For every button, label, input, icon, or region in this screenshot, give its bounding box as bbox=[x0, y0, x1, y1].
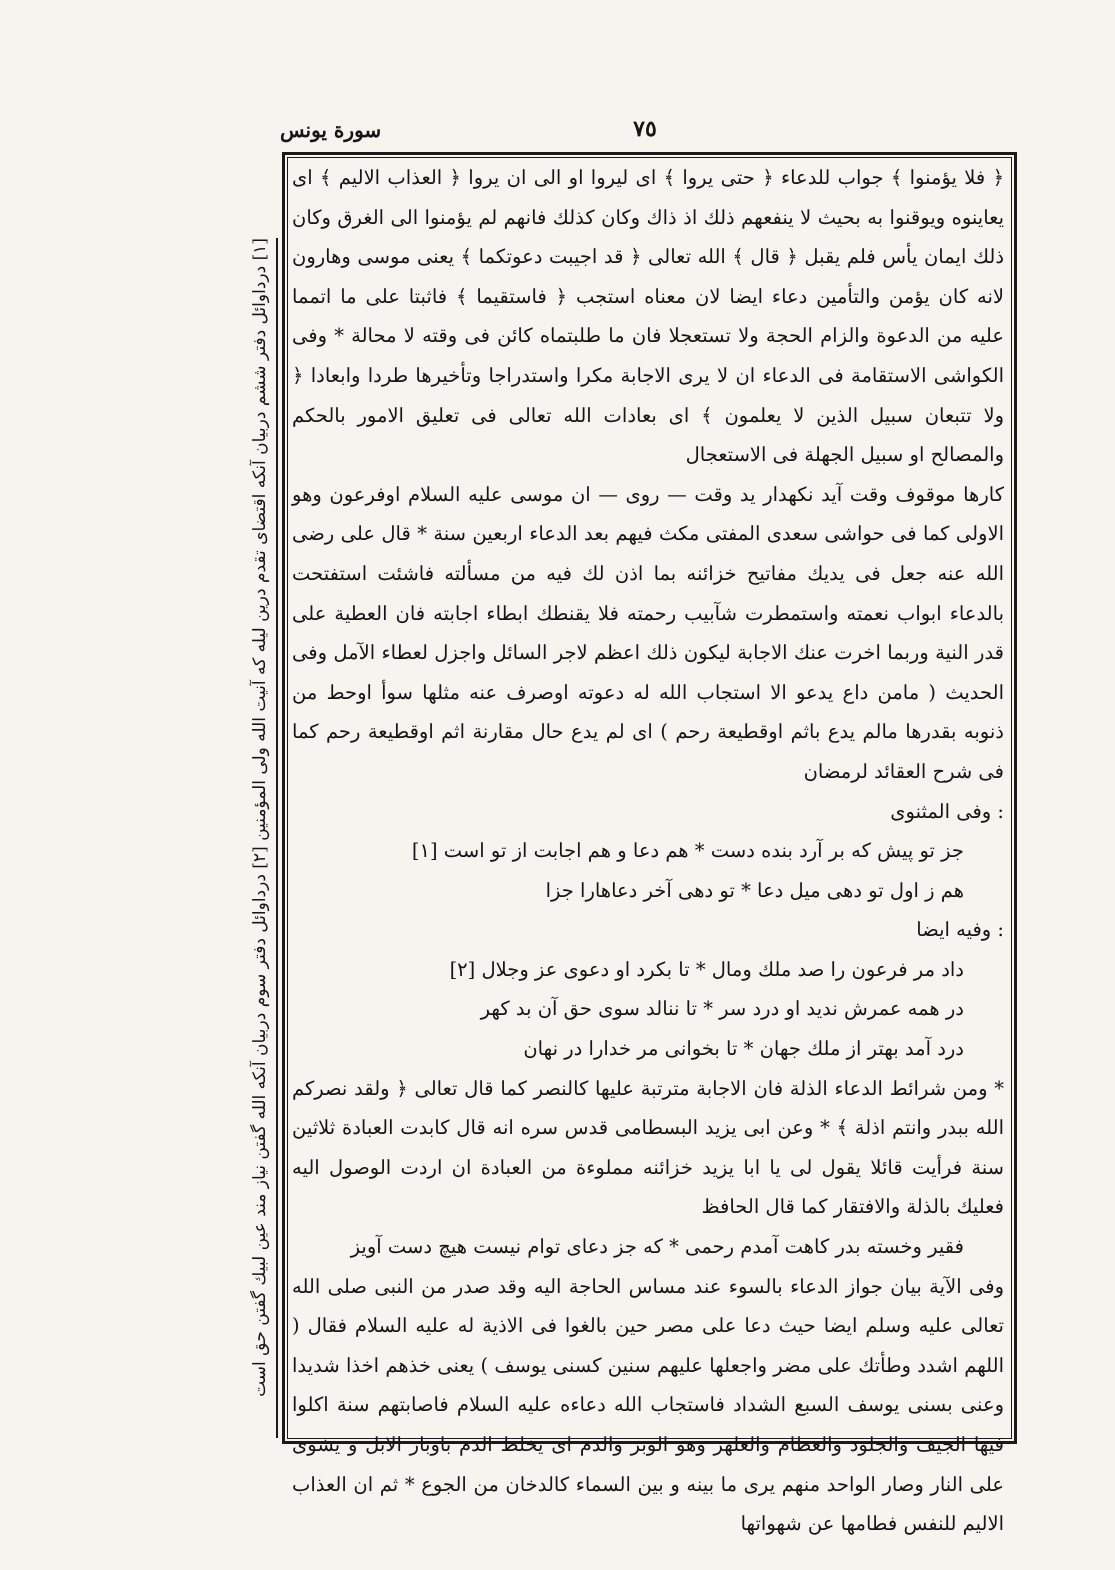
margin-note-text: [١] درداوائل دفتر ششم دربيان آنكه اقتضاى تقدم درين ليله كه آنيت الله ولى المؤمنين [٢] درداوائل دفتر سوم دربيان آنكه الله گفتن نياز مند عين لبيك گفتن حق است bbox=[250, 238, 270, 1397]
poem-intro-1: : وفى المثنوى bbox=[890, 799, 1004, 823]
page-number: ٧٥ bbox=[633, 116, 657, 142]
poem-line: جز تو پيش كه بر آرد بنده دست * هم دعا و هم اجابت از تو است [١] bbox=[411, 839, 964, 863]
poem-line: هم ز اول تو دهى ميل دعا * تو دهى آخر دعاهارا جزا bbox=[545, 878, 964, 902]
poem-line: داد مر فرعون را صد ملك ومال * تا بكرد او دعوى عز وجلال [٢] bbox=[449, 957, 964, 981]
poem-2 bbox=[292, 950, 1004, 1069]
poem-3 bbox=[292, 1227, 1004, 1267]
poem-line: درد آمد بهتر از ملك جهان * تا بخوانى مر خدارا در نهان bbox=[523, 1037, 964, 1061]
poem-line: در همه عمرش نديد او درد سر * تا ننالد سوى حق آن بد كهر bbox=[480, 997, 964, 1021]
poem-line: فقير وخسته بدر كاهت آمدم رحمى * كه جز دعاى توام نيست هيچ دست آويز bbox=[350, 1235, 964, 1259]
page-header bbox=[280, 118, 1000, 152]
paragraph-3: * ومن شرائط الدعاء الذلة فان الاجابة مترتبة عليها كالنصر كما قال تعالى ﴿ ولقد نصركم الله ببدر وانتم اذلة ﴾ * وعن ابى يزيد البسطامى قدس سره انه قال كابدت العبادة ثلاثين سنة فرأيت قائلا يقول لى يا ابا يزيد خزائنه مملوءة من العبادة ان اردت الوصول اليه فعليك بالذلة والافتقار كما قال الحافظ bbox=[292, 1076, 1004, 1219]
paragraph-4: وفى الآية بيان جواز الدعاء بالسوء عند مساس الحاجة اليه وقد صدر من النبى صلى الله تعالى عليه وسلم ايضا حيث دعا على مصر حين بالغوا فى الاذية له عليه السلام فقال ( اللهم اشدد وطأتك على مضر واجعلها عليهم سنين كسنى يوسف ) يعنى خذهم اخذا شديدا وعنى بسنى يوسف السبع الشداد فاستجاب الله دعاءه عليه السلام فاصابتهم سنة اكلوا فيها الجيف والجلود والعظام والعلهز وهو الوبر والدم اى يخلط الدم باوبار الابل و يشوى على النار وصار الواحد منهم يرى ما بينه و بين السماء كالدخان من الجوع * ثم ان العذاب الاليم للنفس فطامها عن شهواتها bbox=[292, 1274, 1004, 1536]
paragraph-1: ﴿ فلا يؤمنوا ﴾ جواب للدعاء ﴿ حتى يروا ﴾ اى ليروا او الى ان يروا ﴿ العذاب الاليم ﴾ اى يعاينوه ويوقنوا به بحيث لا ينفعهم ذلك اذ ذاك وكان كذلك فانهم لم يؤمنوا الى الغرق وكان ذلك ايمان يأس فلم يقبل ﴿ قال ﴾ الله تعالى ﴿ قد اجيبت دعوتكما ﴾ يعنى موسى وهارون لانه كان يؤمن والتأمين دعاء ايضا لان معناه استجب ﴿ فاستقيما ﴾ فاثبتا على ما اتمما عليه من الدعوة والزام الحجة ولا تستعجلا فان ما طلبتماه كائن فى وقته لا محالة * وفى الكواشى الاستقامة فى الدعاء ان لا يرى الاجابة مكرا واستدراجا وتأخيرها طردا وابعادا ﴿ ولا تتبعان سبيل الذين لا يعلمون ﴾ اى بعادات الله تعالى فى تعليق الامور بالحكم والمصالح او سبيل الجهلة فى الاستعجال bbox=[292, 166, 1004, 467]
surah-name: سورة يونس bbox=[280, 118, 382, 142]
margin-notes bbox=[238, 238, 278, 1438]
poem-1 bbox=[292, 831, 1004, 910]
paragraph-2: كارها موقوف وقت آيد نكهدار يد وقت — روى — ان موسى عليه السلام اوفرعون وهو الاولى كما فى حواشى سعدى المفتى مكث فيهم بعد الدعاء اربعين سنة * قال على رضى الله عنه جعل فى يديك مفاتيح خزائنه بما اذن لك فيه من مسألته فاشئت استفتحت بالدعاء ابواب نعمته واستمطرت شآبيب رحمته فلا يقنطك ابطاء اجابته فان العطية على قدر النية وربما اخرت عنك الاجابة ليكون ذلك اعظم لاجر السائل واجزل لعطاء الآمل وفى الحديث ( مامن داع يدعو الا استجاب الله له دعوته اوصرف عنه مثلها سوأ اوحط من ذنوبه بقدرها مالم يدع باثم اوقطيعة رحم ) اى لم يدع حال مقارنة اثم اوقطيعة رحم كما فى شرح العقائد لرمضان bbox=[292, 482, 1004, 783]
main-text bbox=[292, 158, 1004, 1544]
poem-intro-2: : وفيه ايضا bbox=[916, 918, 1004, 942]
